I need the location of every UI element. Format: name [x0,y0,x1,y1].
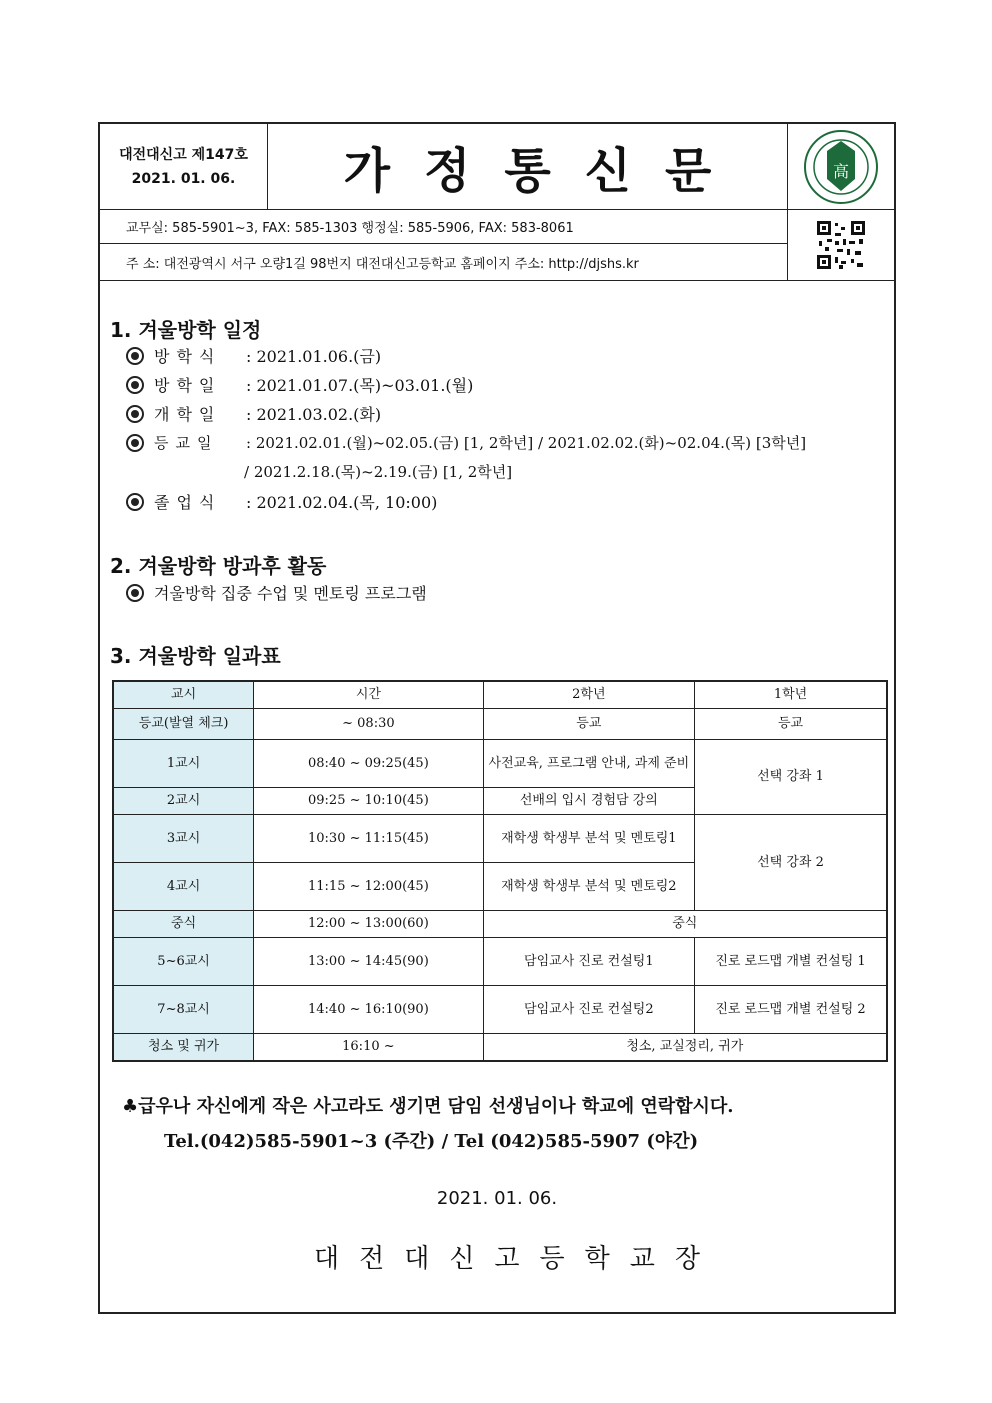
notice-frame [98,122,896,1314]
issue-date: 2021. 01. 06. [131,170,236,187]
period-cell: 1교시 [113,740,254,788]
period-cell: 5~6교시 [113,938,254,986]
schedule-continuation: / 2021.2.18.(목)~2.19.(금) [1, 2학년] [244,463,513,481]
combined-cell: 청소, 교실정리, 귀가 [483,1034,887,1062]
schedule-value: : 2021.01.06.(금) [246,347,382,366]
grade2-cell: 담임교사 진로 컨설팅2 [483,986,694,1034]
period-cell: 2교시 [113,788,254,815]
time-cell: 11:15 ~ 12:00(45) [254,863,483,911]
grade2-cell: 담임교사 진로 컨설팅1 [483,938,694,986]
table-row [113,740,887,788]
address-info: 주 소: 대전광역시 서구 오량1길 98번지 대전대신고등학교 홈페이지 주소: http://djshs.kr [100,244,788,281]
time-cell: 08:40 ~ 09:25(45) [254,740,483,788]
table-row [113,709,887,740]
time-cell: 09:25 ~ 10:10(45) [254,788,483,815]
grade2-cell: 재학생 학생부 분석 및 멘토링1 [483,815,694,863]
column-header: 2학년 [483,681,694,709]
grade2-cell: 사전교육, 프로그램 안내, 과제 준비 [483,740,694,788]
combined-cell: 중식 [483,911,887,938]
schedule-item [126,373,473,396]
period-cell: 중식 [113,911,254,938]
schedule-label: 졸업식 [154,493,222,512]
section1-title: 1. 겨울방학 일정 [110,318,262,342]
afterschool-text: 겨울방학 집중 수업 및 멘토링 프로그램 [154,584,427,603]
school-emblem-icon [803,129,879,205]
time-cell: ~ 08:30 [254,709,483,740]
afterschool-item [126,581,427,604]
table-row [113,815,887,863]
schedule-item [126,490,437,513]
issue-number: 대전대신고 제147호 [119,146,248,163]
schedule-value: : 2021.03.02.(화) [246,405,382,424]
grade1-cell: 진로 로드맵 개별 컨설팅 1 [695,938,887,986]
grade2-cell: 등교 [483,709,694,740]
issue-box [100,124,268,210]
table-row [113,1034,887,1062]
table-row [113,938,887,986]
logo-text: 高 [832,161,850,181]
section2-title: 2. 겨울방학 방과후 활동 [110,554,327,578]
section3-title: 3. 겨울방학 일과표 [110,644,281,668]
grade2-cell: 선배의 입시 경험담 강의 [483,788,694,815]
grade1-cell: 등교 [695,709,887,740]
schedule-label: 방학식 [154,347,222,366]
time-cell: 12:00 ~ 13:00(60) [254,911,483,938]
bullet-icon [126,434,144,452]
bullet-icon [126,376,144,394]
schedule-item [126,402,381,425]
schedule-value: : 2021.02.04.(목, 10:00) [246,493,438,512]
table-row [113,986,887,1034]
table-header-row [113,681,887,709]
time-cell: 14:40 ~ 16:10(90) [254,986,483,1034]
bullet-icon [126,493,144,511]
page-title: 가정통신문 [268,124,788,210]
grade1-cell: 진로 로드맵 개별 컨설팅 2 [695,986,887,1034]
time-cell: 13:00 ~ 14:45(90) [254,938,483,986]
telephone-numbers: Tel.(042)585-5901~3 (주간) / Tel (042)585-5907 (야간) [164,1131,699,1152]
bullet-icon [126,347,144,365]
bullet-icon [126,405,144,423]
grade1-cell: 선택 강좌 1 [695,740,887,815]
grade2-cell: 재학생 학생부 분석 및 멘토링2 [483,863,694,911]
time-cell: 16:10 ~ [254,1034,483,1062]
period-cell: 청소 및 귀가 [113,1034,254,1062]
qr-code-icon [815,219,867,271]
principal-signature: 대전대신고등학교장 [313,1244,721,1274]
schedule-label: 방학일 [154,376,222,395]
period-cell: 등교(발열 체크) [113,709,254,740]
header [100,124,894,281]
schedule-value: : 2021.02.01.(월)~02.05.(금) [1, 2학년] / 2021.02.02.(화)~02.04.(목) [3학년] [246,434,807,452]
school-logo [788,124,894,210]
bullet-icon [126,584,144,602]
schedule-item [126,432,806,453]
column-header: 시간 [254,681,483,709]
contact-notice: ♣급우나 자신에게 작은 사고라도 생기면 담임 선생님이나 학교에 연락합시다. [122,1096,734,1117]
column-header: 교시 [113,681,254,709]
table-row [113,911,887,938]
time-cell: 10:30 ~ 11:15(45) [254,815,483,863]
column-header: 1학년 [695,681,887,709]
period-cell: 4교시 [113,863,254,911]
schedule-item [126,344,381,367]
period-cell: 7~8교시 [113,986,254,1034]
qr-code [788,210,894,281]
footer-date: 2021. 01. 06. [436,1188,558,1209]
contact-info: 교무실: 585-5901~3, FAX: 585-1303 행정실: 585-5906, FAX: 583-8061 [100,210,788,244]
schedule-value: : 2021.01.07.(목)~03.01.(월) [246,376,474,395]
period-cell: 3교시 [113,815,254,863]
grade1-cell: 선택 강좌 2 [695,815,887,911]
schedule-table [112,680,888,1062]
schedule-label: 개학일 [154,405,222,424]
schedule-label: 등교일 [154,434,219,452]
